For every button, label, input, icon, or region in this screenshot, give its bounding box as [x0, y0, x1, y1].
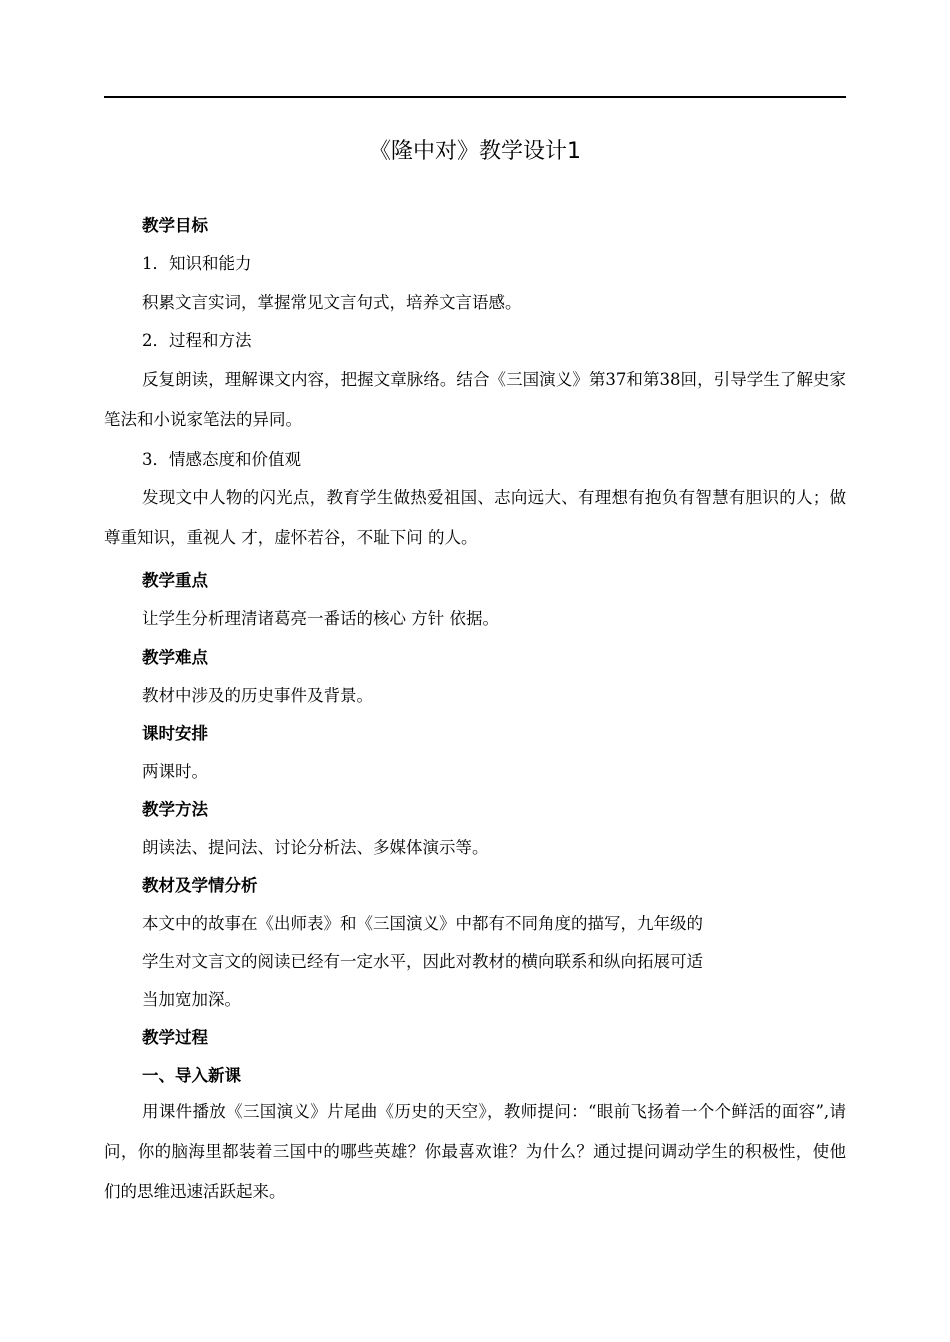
goal2-text: 反复朗读，理解课文内容，把握文章脉络。结合《三国演义》第37和第38回，引导学生了解史家笔法和小说家笔法的异同。 [104, 370, 846, 429]
page-title: 《隆中对》教学设计1 [369, 139, 581, 164]
analysis-line-1: 本文中的故事在《出师表》和《三国演义》中都有不同角度的描写，九年级的 [142, 914, 703, 933]
method-text: 朗读法、提问法、讨论分析法、多媒体演示等。 [142, 838, 489, 857]
schedule-heading: 课时安排 [142, 724, 208, 743]
analysis-line-2: 学生对文言文的阅读已经有一定水平，因此对教材的横向联系和纵向拓展可适 [142, 952, 703, 971]
method-heading: 教学方法 [142, 800, 208, 819]
process-heading: 教学过程 [142, 1028, 208, 1047]
key-heading: 教学重点 [142, 571, 208, 590]
goal2-heading: 2．过程和方法 [142, 331, 252, 350]
analysis-line-3: 当加宽加深。 [142, 990, 241, 1009]
key-text: 让学生分析理清诸葛亮一番话的核心 方针 依据。 [142, 609, 499, 628]
analysis-heading: 教材及学情分析 [142, 876, 258, 895]
goal3-text: 发现文中人物的闪光点，教育学生做热爱祖国、志向远大、有理想有抱负有智慧有胆识的人；做尊重知识，重视人 才，虚怀若谷，不耻下问 的人。 [104, 488, 846, 547]
difficulty-heading: 教学难点 [142, 648, 208, 667]
schedule-text: 两课时。 [142, 762, 208, 781]
goal1-heading: 1．知识和能力 [142, 254, 252, 273]
difficulty-text: 教材中涉及的历史事件及背景。 [142, 686, 373, 705]
header-rule [104, 96, 846, 98]
goal1-text: 积累文言实词，掌握常见文言句式，培养文言语感。 [142, 293, 522, 312]
intro-text: 用课件播放《三国演义》片尾曲《历史的天空》，教师提问：“眼前飞扬着一个个鲜活的面容”,请问，你的脑海里都装着三国中的哪些英雄？你最喜欢谁？为什么？通过提问调动学生的积极性，使他们的思维迅速活跃起来。 [104, 1102, 846, 1201]
goal3-heading: 3．情感态度和价值观 [142, 450, 301, 469]
intro-heading: 一、导入新课 [142, 1066, 241, 1085]
goals-heading: 教学目标 [142, 216, 208, 235]
